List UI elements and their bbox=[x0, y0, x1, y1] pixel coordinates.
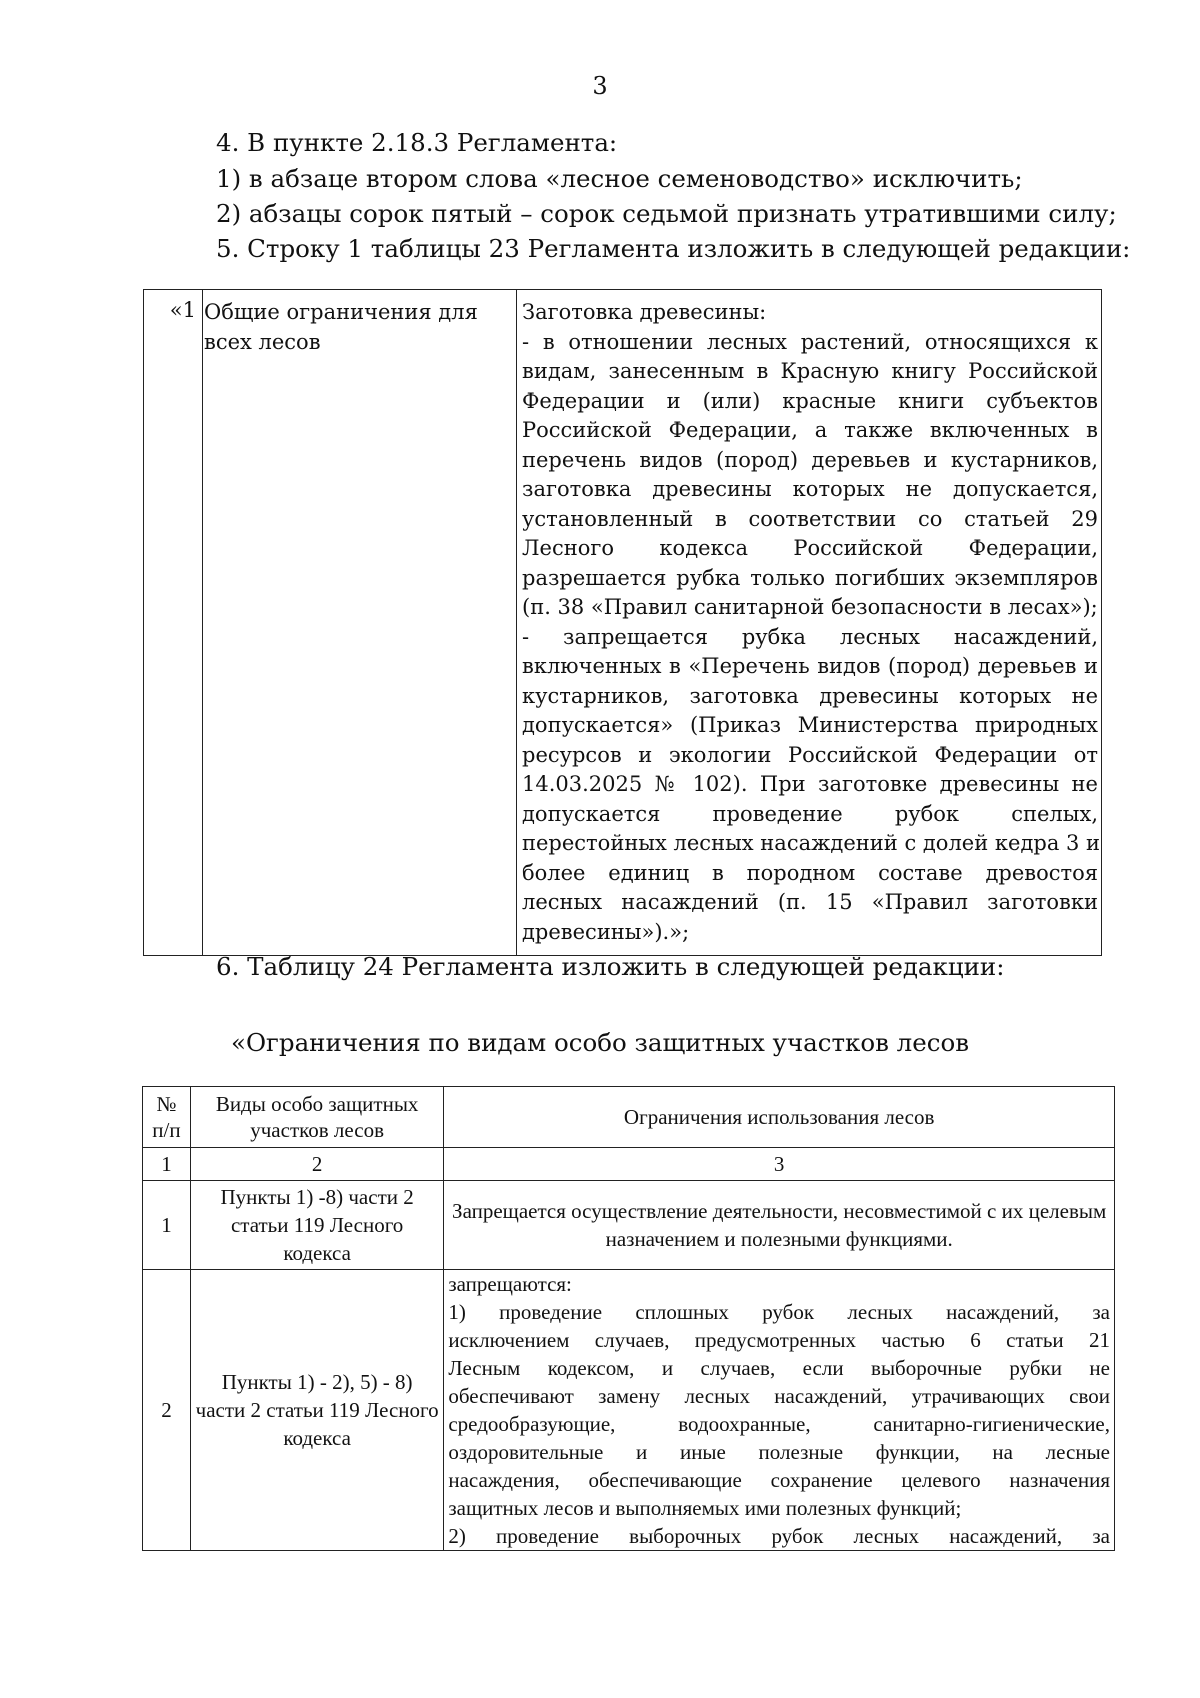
table-24-title: «Ограничения по видам особо защитных участков лесов bbox=[230, 1028, 970, 1057]
text-line: обеспечивают замену лесных насаждений, утрачивающих свои bbox=[448, 1384, 1110, 1408]
restriction-text: Запрещается осуществление деятельности, несовместимой с их целевым назначением и полезными функциями. bbox=[444, 1181, 1115, 1270]
restriction-kind bbox=[204, 298, 504, 357]
table-divider bbox=[516, 290, 517, 955]
table-divider bbox=[202, 290, 203, 955]
text-line: Российской Федерации, а также включенных в bbox=[522, 418, 1098, 442]
text-line: включенных в «Перечень видов (пород) деревьев и bbox=[522, 654, 1098, 678]
text-line: Лесного кодекса Российской Федерации, bbox=[522, 536, 1098, 560]
osu-kind: Пункты 1) - 2), 5) - 8) части 2 статьи 119 Лесного кодекса bbox=[190, 1270, 443, 1551]
text-line: - в отношении лесных растений, относящихся к bbox=[522, 329, 1098, 354]
header-number: № п/п bbox=[143, 1087, 191, 1148]
text-line: заготовка древесины которых не допускается, bbox=[522, 477, 1098, 501]
row-number: 1 bbox=[143, 1181, 191, 1270]
table-23-row bbox=[143, 289, 1102, 956]
text-line: перестойных лесных насаждений с долей кедра 3 и bbox=[522, 831, 1101, 855]
text-line: допускается» (Приказ Министерства природных bbox=[522, 713, 1098, 737]
text-line: (п. 38 «Правил санитарной безопасности в лесах»); bbox=[522, 595, 1098, 619]
paragraph-4-2: 2) абзацы сорок пятый – сорок седьмой признать утратившими силу; bbox=[216, 199, 1117, 228]
text-line: перечень видов (пород) деревьев и кустарников, bbox=[522, 447, 1098, 472]
text-line: установленный в соответствии со статьей 29 bbox=[522, 506, 1098, 531]
text-line: Общие ограничения для bbox=[204, 300, 478, 324]
page-number: 3 bbox=[592, 72, 608, 100]
text-line: средообразующие, водоохранные, санитарно-гигиенические, bbox=[448, 1412, 1110, 1436]
header-restrictions: Ограничения использования лесов bbox=[444, 1087, 1115, 1148]
text-line: 1) проведение сплошных рубок лесных насаждений, за bbox=[448, 1300, 1110, 1324]
column-number: 1 bbox=[143, 1148, 191, 1181]
paragraph-5: 5. Строку 1 таблицы 23 Регламента изложить в следующей редакции: bbox=[216, 234, 1131, 263]
text-line: насаждения, обеспечивающие сохранение целевого назначения bbox=[448, 1468, 1110, 1492]
paragraph-4: 4. В пункте 2.18.3 Регламента: bbox=[216, 128, 618, 157]
text-line: разрешается рубка только погибших экземпляров bbox=[522, 565, 1098, 590]
text-line: 14.03.2025 № 102). При заготовке древесины не bbox=[522, 772, 1098, 796]
text-line: всех лесов bbox=[204, 329, 321, 354]
table-row bbox=[143, 1270, 1115, 1551]
text-line: Федерации и (или) красные книги субъектов bbox=[522, 388, 1098, 413]
table-column-number-row bbox=[143, 1148, 1115, 1181]
text-line: оздоровительные и иные полезные функции, на лесные bbox=[448, 1440, 1110, 1464]
paragraph-6: 6. Таблицу 24 Регламента изложить в следующей редакции: bbox=[216, 952, 1005, 981]
row-number: 2 bbox=[143, 1270, 191, 1551]
text-line: более единиц в породном составе древостоя bbox=[522, 860, 1098, 885]
restriction-text bbox=[522, 298, 1101, 947]
restriction-text bbox=[444, 1270, 1115, 1551]
column-number: 2 bbox=[190, 1148, 443, 1181]
table-row bbox=[143, 1181, 1115, 1270]
table-24 bbox=[142, 1086, 1115, 1551]
text-line: древесины»).»; bbox=[522, 919, 690, 944]
osu-kind: Пункты 1) -8) части 2 статьи 119 Лесного кодекса bbox=[190, 1181, 443, 1270]
column-number: 3 bbox=[444, 1148, 1115, 1181]
text-line: кустарников, заготовка древесины которых не bbox=[522, 683, 1098, 708]
text-line: видам, занесенным в Красную книгу Российской bbox=[522, 359, 1098, 383]
table-header-row bbox=[143, 1087, 1115, 1148]
text-line: ресурсов и экологии Российской Федерации от bbox=[522, 742, 1098, 767]
text-line: допускается проведение рубок спелых, bbox=[522, 801, 1098, 826]
text-line: запрещаются: bbox=[448, 1272, 572, 1296]
paragraph-4-1: 1) в абзаце втором слова «лесное семеноводство» исключить; bbox=[216, 164, 1023, 193]
text-line: Лесным кодексом, и случаев, если выборочные рубки не bbox=[448, 1356, 1110, 1380]
text-line: - запрещается рубка лесных насаждений, bbox=[522, 624, 1098, 649]
text-line: Заготовка древесины: bbox=[522, 300, 767, 324]
text-line: лесных насаждений (п. 15 «Правил заготовки bbox=[522, 890, 1098, 914]
header-kind: Виды особо защитных участков лесов bbox=[190, 1087, 443, 1148]
text-line: исключением случаев, предусмотренных частью 6 статьи 21 bbox=[448, 1328, 1110, 1352]
text-line: 2) проведение выборочных рубок лесных насаждений, за bbox=[448, 1524, 1110, 1548]
text-line: защитных лесов и выполняемых ими полезных функций; bbox=[448, 1496, 962, 1520]
row-number: «1 bbox=[169, 298, 196, 322]
